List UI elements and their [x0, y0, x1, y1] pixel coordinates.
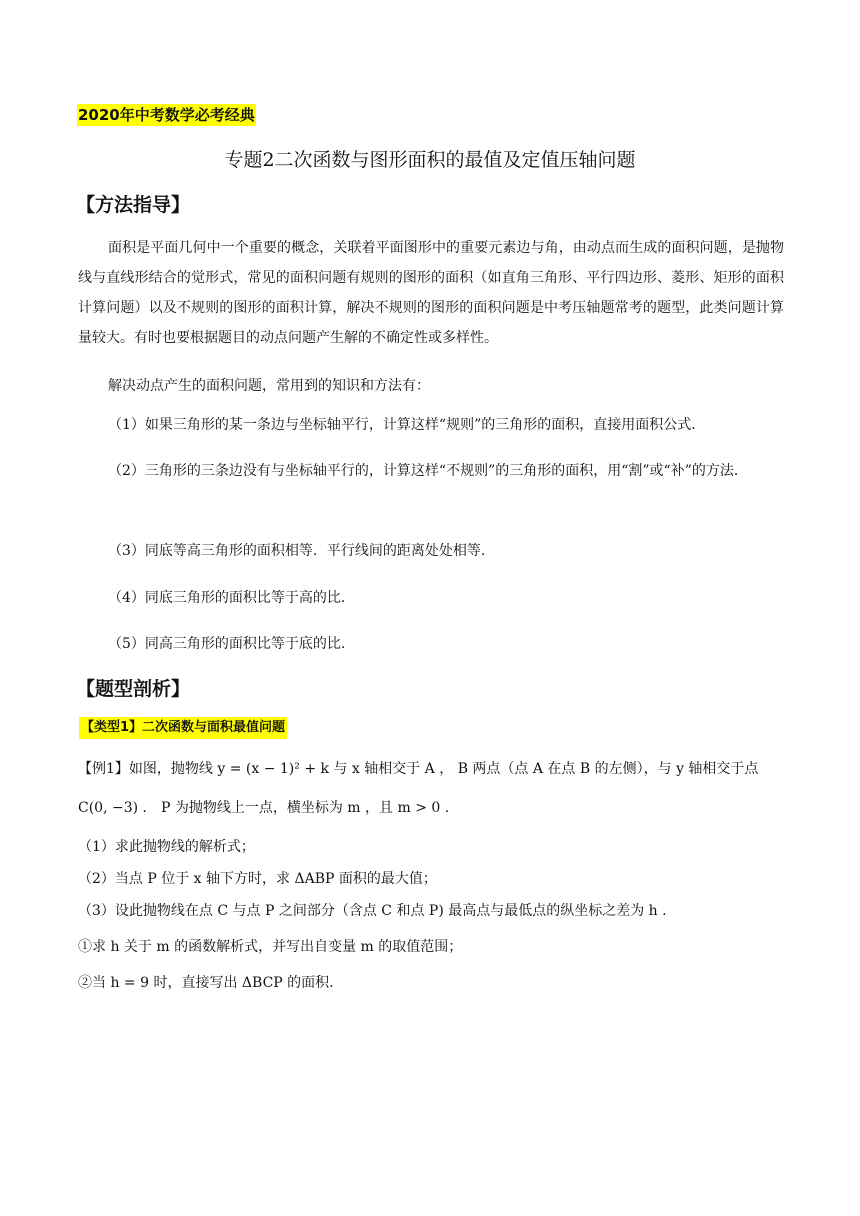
type1-tag: 【类型1】二次函数与面积最值问题 — [79, 717, 287, 739]
section-heading-analysis: 【题型剖析】 — [76, 678, 191, 700]
example-question-3b: ②当 h = 9 时，直接写出 ΔBCP 的面积. — [78, 975, 334, 991]
example-question-3a: ①求 h 关于 m 的函数解析式，并写出自变量 m 的取值范围； — [78, 939, 463, 955]
method-item-4: （4）同底三角形的面积比等于高的比. — [108, 590, 346, 606]
example-question-1: （1）求此抛物线的解析式； — [78, 839, 255, 855]
section-heading-method: 【方法指导】 — [76, 194, 191, 216]
header-tag: 2020年中考数学必考经典 — [78, 106, 255, 124]
document-title: 专题2二次函数与图形面积的最值及定值压轴问题 — [224, 149, 636, 171]
method-item-2: （2）三角形的三条边没有与坐标轴平行的，计算这样“不规则”的三角形的面积，用“割”或“补”的方法. — [108, 463, 739, 479]
method-intro-paragraph: 面积是平面几何中一个重要的概念，关联着平面图形中的重要元素边与角，由动点而生成的面积问题，是抛物线与直线形结合的觉形式，常见的面积问题有规则的图形的面积（如直角三角形、平行四边形、菱形、矩形的面积计算问题）以及不规则的图形的面积计算，解决不规则的图形的面积问题是中考压轴题常考的题型，此类问题计算量较大。有时也要根据题目的动点问题产生解的不确定性或多样性。 — [78, 240, 784, 346]
method-lead-paragraph: 解决动点产生的面积问题，常用到的知识和方法有： — [108, 378, 430, 394]
example-question-2: （2）当点 P 位于 x 轴下方时，求 ΔABP 面积的最大值； — [78, 871, 437, 887]
example-line-2: C(0, −3) ． P 为抛物线上一点，横坐标为 m ，且 m > 0 . — [78, 800, 450, 816]
example-question-3: （3）设此抛物线在点 C 与点 P 之间部分（含点 C 和点 P) 最高点与最低点的纵坐标之差为 h . — [78, 903, 667, 919]
method-item-1: （1）如果三角形的某一条边与坐标轴平行，计算这样“规则”的三角形的面积，直接用面积公式. — [108, 417, 696, 433]
method-item-5: （5）同高三角形的面积比等于底的比. — [108, 636, 346, 652]
method-item-3: （3）同底等高三角形的面积相等．平行线间的距离处处相等. — [108, 543, 486, 559]
example-line-1: 【例1】如图，抛物线 y = (x − 1)² + k 与 x 轴相交于 A ， B 两点（点 A 在点 B 的左侧），与 y 轴相交于点 — [78, 761, 759, 777]
